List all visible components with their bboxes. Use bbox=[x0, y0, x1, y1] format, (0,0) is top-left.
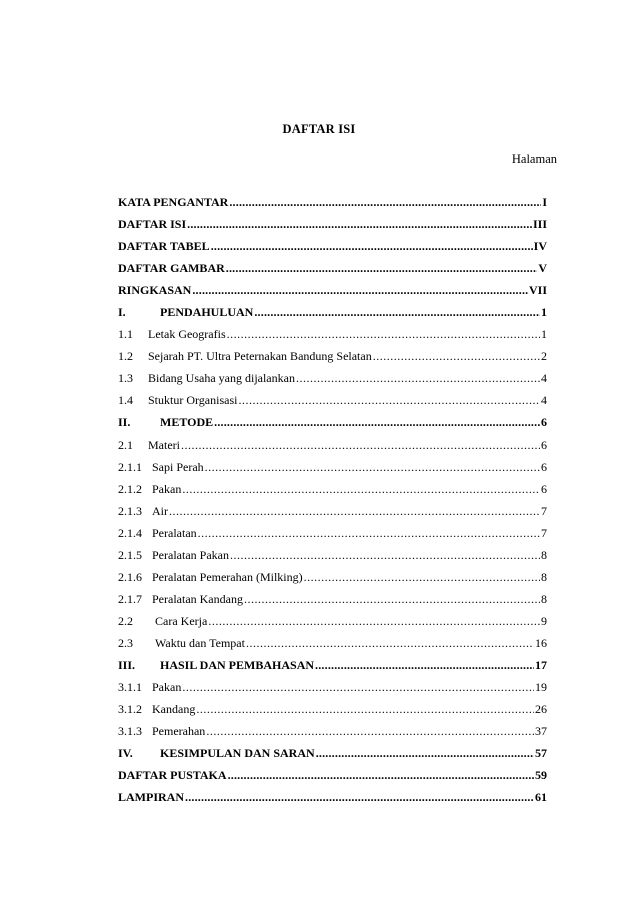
toc-entry-title: Cara Kerja bbox=[155, 613, 208, 628]
toc-leader-dots bbox=[244, 588, 540, 610]
toc-entry-page: 8 bbox=[541, 569, 547, 584]
toc-leader-dots bbox=[316, 742, 534, 764]
toc-entry bbox=[118, 676, 547, 698]
toc-entry bbox=[118, 323, 547, 345]
toc-entry bbox=[118, 742, 547, 764]
page-title: DAFTAR ISI bbox=[282, 122, 356, 136]
toc-entry-page: 1 bbox=[541, 305, 547, 320]
toc-leader-dots bbox=[182, 676, 534, 698]
toc-entry-title: DAFTAR PUSTAKA bbox=[118, 768, 227, 783]
toc-leader-dots bbox=[296, 367, 540, 389]
toc-leader-dots bbox=[246, 632, 534, 654]
toc-entry-title: RINGKASAN bbox=[118, 283, 192, 298]
toc-entry-page: 8 bbox=[541, 591, 547, 606]
toc-leader-dots bbox=[211, 235, 533, 257]
toc-entry bbox=[118, 500, 547, 522]
toc-entry-title: DAFTAR ISI bbox=[118, 217, 187, 232]
toc-entry bbox=[118, 456, 547, 478]
table-of-contents bbox=[118, 191, 547, 808]
toc-leader-dots bbox=[373, 345, 540, 367]
toc-entry bbox=[118, 279, 547, 301]
toc-entry-number: 2.1.7 bbox=[118, 591, 142, 606]
toc-entry-page: III bbox=[532, 217, 547, 232]
toc-entry bbox=[118, 610, 547, 632]
page-column-label: Halaman bbox=[511, 152, 557, 166]
toc-leader-dots bbox=[304, 566, 540, 588]
toc-entry-page: 2 bbox=[541, 349, 547, 364]
toc-entry-page: 61 bbox=[535, 790, 547, 805]
toc-entry bbox=[118, 720, 547, 742]
toc-entry bbox=[118, 191, 547, 213]
toc-entry-title: LAMPIRAN bbox=[118, 790, 184, 805]
toc-entry-page: 17 bbox=[535, 657, 547, 672]
toc-entry-page: 8 bbox=[541, 547, 547, 562]
toc-entry-title: Sejarah PT. Ultra Peternakan Bandung Selatan bbox=[148, 349, 372, 364]
toc-entry bbox=[118, 411, 547, 433]
toc-entry-page: 6 bbox=[541, 481, 547, 496]
toc-entry-number: 1.2 bbox=[118, 349, 133, 364]
toc-entry bbox=[118, 345, 547, 367]
toc-leader-dots bbox=[181, 434, 540, 456]
toc-entry-title: Peralatan Pemerahan (Milking) bbox=[152, 569, 303, 584]
toc-entry-title: PENDAHULUAN bbox=[160, 305, 254, 320]
toc-entry bbox=[118, 389, 547, 411]
toc-entry-title: DAFTAR TABEL bbox=[118, 239, 210, 254]
toc-entry-number: 1.4 bbox=[118, 393, 133, 408]
toc-leader-dots bbox=[192, 279, 528, 301]
toc-entry-page: 19 bbox=[535, 680, 547, 695]
toc-entry-number: III. bbox=[118, 657, 136, 672]
toc-entry-page: V bbox=[538, 261, 547, 276]
toc-entry-title: Stuktur Organisasi bbox=[148, 393, 238, 408]
toc-leader-dots bbox=[185, 786, 534, 808]
toc-entry-number: 2.2 bbox=[118, 613, 133, 628]
toc-entry-page: 4 bbox=[541, 371, 547, 386]
toc-entry bbox=[118, 654, 547, 676]
toc-entry-number: 2.3 bbox=[118, 635, 133, 650]
toc-entry-number: II. bbox=[118, 415, 131, 430]
toc-entry bbox=[118, 434, 547, 456]
toc-leader-dots bbox=[227, 323, 540, 345]
toc-entry-title: Pakan bbox=[152, 680, 182, 695]
toc-entry bbox=[118, 478, 547, 500]
toc-entry-page: 37 bbox=[535, 724, 547, 739]
toc-entry-title: Bidang Usaha yang dijalankan bbox=[148, 371, 295, 386]
toc-entry-number: 2.1.3 bbox=[118, 503, 142, 518]
toc-entry-number: 1.3 bbox=[118, 371, 133, 386]
toc-entry bbox=[118, 235, 547, 257]
toc-entry-page: 16 bbox=[535, 635, 547, 650]
toc-leader-dots bbox=[229, 191, 541, 213]
toc-entry-page: 6 bbox=[541, 437, 547, 452]
toc-leader-dots bbox=[169, 500, 540, 522]
toc-entry-page: 6 bbox=[541, 459, 547, 474]
toc-entry-page: 6 bbox=[541, 415, 547, 430]
toc-leader-dots bbox=[205, 456, 540, 478]
toc-entry-title: Peralatan bbox=[152, 525, 197, 540]
toc-entry bbox=[118, 213, 547, 235]
toc-entry-title: Waktu dan Tempat bbox=[155, 635, 245, 650]
toc-entry-number: I. bbox=[118, 305, 126, 320]
toc-entry bbox=[118, 786, 547, 808]
toc-entry bbox=[118, 522, 547, 544]
toc-entry-number: 3.1.1 bbox=[118, 680, 142, 695]
toc-leader-dots bbox=[254, 301, 540, 323]
toc-entry-page: 1 bbox=[541, 327, 547, 342]
toc-leader-dots bbox=[206, 720, 534, 742]
toc-leader-dots bbox=[196, 698, 534, 720]
toc-entry-number: 2.1.6 bbox=[118, 569, 142, 584]
toc-entry-page: 57 bbox=[535, 746, 547, 761]
toc-entry-title: METODE bbox=[160, 415, 214, 430]
toc-entry-page: 26 bbox=[535, 702, 547, 717]
toc-entry-title: HASIL DAN PEMBAHASAN bbox=[160, 657, 315, 672]
toc-entry bbox=[118, 588, 547, 610]
toc-entry-title: Sapi Perah bbox=[152, 459, 204, 474]
toc-entry bbox=[118, 301, 547, 323]
toc-entry-page: VII bbox=[528, 283, 547, 298]
toc-entry-title: DAFTAR GAMBAR bbox=[118, 261, 225, 276]
toc-leader-dots bbox=[315, 654, 534, 676]
toc-entry bbox=[118, 764, 547, 786]
toc-entry-number: IV. bbox=[118, 746, 133, 761]
toc-entry-page: IV bbox=[533, 239, 547, 254]
toc-leader-dots bbox=[182, 478, 540, 500]
toc-leader-dots bbox=[214, 411, 540, 433]
toc-entry bbox=[118, 544, 547, 566]
toc-entry-number: 2.1.5 bbox=[118, 547, 142, 562]
toc-leader-dots bbox=[226, 257, 538, 279]
toc-leader-dots bbox=[238, 389, 540, 411]
toc-leader-dots bbox=[230, 544, 540, 566]
toc-entry bbox=[118, 566, 547, 588]
toc-entry-number: 3.1.3 bbox=[118, 724, 142, 739]
toc-entry-number: 2.1.2 bbox=[118, 481, 142, 496]
toc-entry-title: Pakan bbox=[152, 481, 182, 496]
toc-entry-title: Pemerahan bbox=[152, 724, 206, 739]
toc-entry bbox=[118, 698, 547, 720]
toc-entry-page: 7 bbox=[541, 525, 547, 540]
toc-leader-dots bbox=[208, 610, 540, 632]
toc-entry-number: 1.1 bbox=[118, 327, 133, 342]
toc-entry-number: 2.1.1 bbox=[118, 459, 142, 474]
toc-entry-title: Peralatan Kandang bbox=[152, 591, 243, 606]
toc-entry-page: I bbox=[542, 195, 547, 209]
toc-entry-title: Letak Geografis bbox=[148, 327, 226, 342]
toc-entry bbox=[118, 257, 547, 279]
toc-entry-title: Materi bbox=[148, 437, 180, 452]
toc-entry-page: 4 bbox=[541, 393, 547, 408]
toc-entry-page: 7 bbox=[541, 503, 547, 518]
toc-leader-dots bbox=[198, 522, 540, 544]
toc-entry-title: Peralatan Pakan bbox=[152, 547, 229, 562]
toc-leader-dots bbox=[187, 213, 532, 235]
toc-leader-dots bbox=[228, 764, 534, 786]
toc-entry-number: 2.1 bbox=[118, 437, 133, 452]
toc-entry-page: 9 bbox=[541, 613, 547, 628]
toc-entry-title: KATA PENGANTAR bbox=[118, 195, 229, 209]
toc-entry-number: 3.1.2 bbox=[118, 702, 142, 717]
toc-entry-title: Air bbox=[152, 503, 168, 518]
toc-entry-title: KESIMPULAN DAN SARAN bbox=[160, 746, 315, 761]
toc-entry bbox=[118, 367, 547, 389]
toc-entry-title: Kandang bbox=[152, 702, 196, 717]
toc-entry-page: 59 bbox=[535, 768, 547, 783]
toc-entry-number: 2.1.4 bbox=[118, 525, 142, 540]
toc-entry bbox=[118, 632, 547, 654]
